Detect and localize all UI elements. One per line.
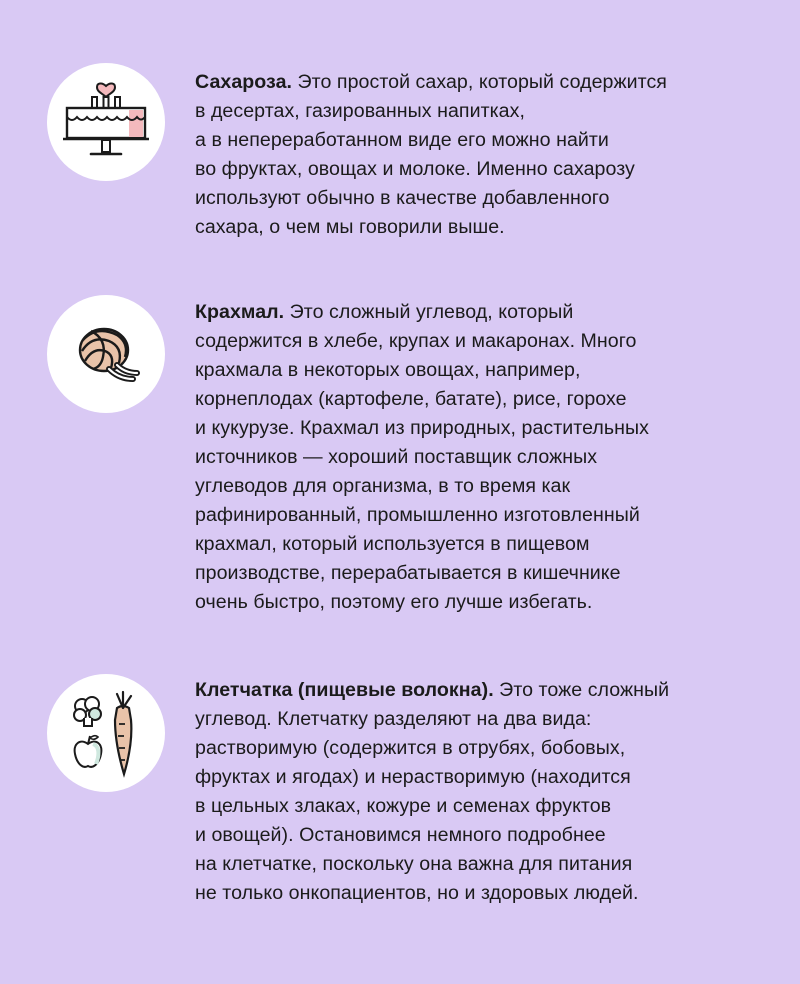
vegetables-icon (47, 674, 165, 792)
fiber-body: Это тоже сложный углевод. Клетчатку разделяют на два вида: растворимую (содержится в отрубях, бобовых, фруктах и ягодах) и нерастворимую (находится в цельных злаках, кожуре и семенах фруктов и овощей). Остановимся немного подробнее на клетчатке, поскольку она важна для питания не только онкопациентов, но и здоровых людей. (195, 679, 670, 904)
icon-circle (47, 295, 165, 413)
fiber-text (195, 676, 755, 908)
carrot-icon (115, 692, 131, 774)
fiber-title: Клетчатка (пищевые волокна). (195, 679, 494, 701)
broccoli-icon (74, 697, 101, 726)
sucrose-body: Это простой сахар, который содержится в десертах, газированных напитках, а в непереработанном виде его можно найти во фруктах, овощах и молоке. Именно сахарозу используют обычно в качестве добавленного сахара, о чем мы говорили выше. (195, 71, 667, 238)
apple-icon (75, 736, 102, 767)
noodles-icon (47, 295, 165, 413)
starch-title: Крахмал. (195, 301, 285, 323)
sucrose-text (195, 68, 755, 242)
cake-icon (47, 63, 165, 181)
icon-circle (47, 674, 165, 792)
sucrose-title: Сахароза. (195, 71, 293, 93)
starch-body: Это сложный углевод, который содержится в хлебе, крупах и макаронах. Много крахмала в некоторых овощах, например, корнеплодах (картофеле, батате), рисе, горохе и кукурузе. Крахмал из природных, растительных источников — хороший поставщик сложных углеводов для организма, в то время как рафинированный, промышленно изготовленный крахмал, который используется в пищевом производстве, перерабатывается в кишечнике очень быстро, поэтому его лучше избегать. (195, 301, 649, 613)
icon-circle (47, 63, 165, 181)
starch-text (195, 298, 755, 617)
